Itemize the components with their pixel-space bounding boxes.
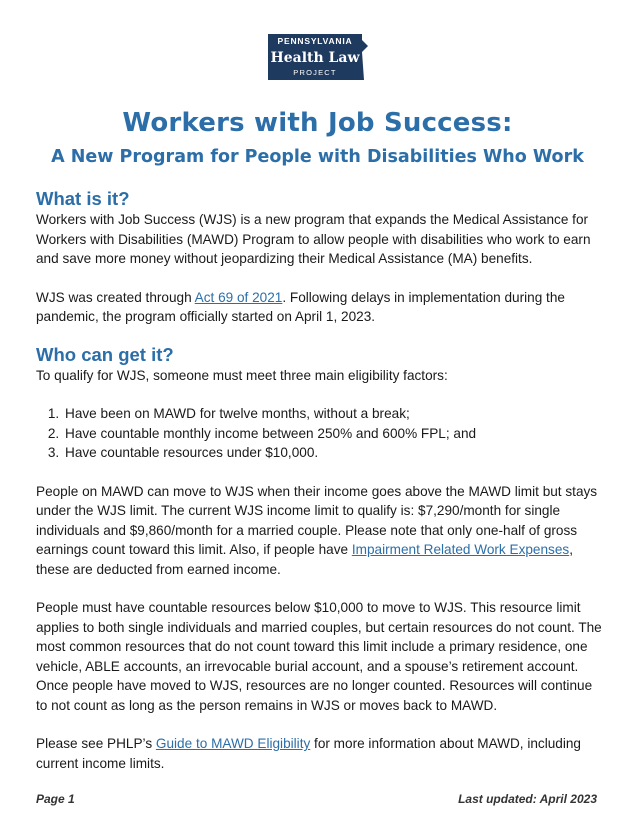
list-item: 2. Have countable monthly income between 250% and 600% FPL; and xyxy=(63,424,606,444)
pennsylvania-state-shape-icon xyxy=(262,30,372,88)
text-span: for more information about MAWD, including current income limits. xyxy=(36,736,581,771)
what-paragraph-2 xyxy=(36,288,606,327)
eligibility-list xyxy=(36,404,606,463)
act-69-link[interactable]: Act 69 of 2021 xyxy=(194,289,283,305)
page-subtitle: A New Program for People with Disabilities Who Work xyxy=(51,147,584,167)
mawd-guide-link[interactable]: Guide to MAWD Eligibility xyxy=(155,736,311,751)
text-span: . Following delays in implementation during the pandemic, the program officially started on April 1, 2023. xyxy=(36,289,565,324)
list-item: 1. Have been on MAWD for twelve months, without a break; xyxy=(63,404,606,424)
logo-line1: PENNSYLVANIA xyxy=(277,36,353,46)
resources-paragraph: People must have countable resources below $10,000 to move to WJS. This resource limit applies to both single individuals and married couples, but certain resources do not count. The most common resources that do not count toward this limit include a primary residence, one vehicle, ABLE accounts, an irrevocable burial account, and a spouse’s retirement account. Once people have moved to WJS, resources are no longer counted. Resources will continue to not count as long as the person remains in WJS or moves back to MAWD. xyxy=(36,600,602,713)
section-heading-who: Who can get it? xyxy=(36,343,174,365)
irwe-link[interactable]: Impairment Related Work Expenses xyxy=(351,542,570,557)
text-span: WJS was created through xyxy=(36,289,195,305)
logo-line3: PROJECT xyxy=(293,68,337,77)
section-heading-what: What is it? xyxy=(36,188,130,209)
text-span: Please see PHLP’s xyxy=(36,736,156,751)
main-content xyxy=(36,188,606,773)
income-paragraph xyxy=(36,482,606,580)
page-number: Page 1 xyxy=(36,792,75,806)
phlp-logo xyxy=(262,30,372,88)
list-item: 3. Have countable resources under $10,000. xyxy=(63,443,606,463)
guide-paragraph xyxy=(36,734,606,773)
who-intro: To qualify for WJS, someone must meet three main eligibility factors: xyxy=(36,367,448,383)
what-paragraph-1: Workers with Job Success (WJS) is a new program that expands the Medical Assistance for Workers with Disabilities (MAWD) Program to allow people with disabilities who work to earn and save more money without jeopardizing their Medical Assistance (MA) benefits. xyxy=(36,212,591,266)
text-span: , these are deducted from earned income. xyxy=(36,542,573,577)
page-title: Workers with Job Success: xyxy=(122,108,513,138)
last-updated: Last updated: April 2023 xyxy=(458,792,597,806)
text-span: People on MAWD can move to WJS when their income goes above the MAWD limit but stays under the WJS limit. The current WJS income limit to qualify is: $7,290/month for single individuals and $9,860/month for a married couple. Please note that only one-half of gross earnings count toward this limit. Also, if people have xyxy=(36,483,598,557)
logo-line2: Health Law xyxy=(270,50,360,66)
